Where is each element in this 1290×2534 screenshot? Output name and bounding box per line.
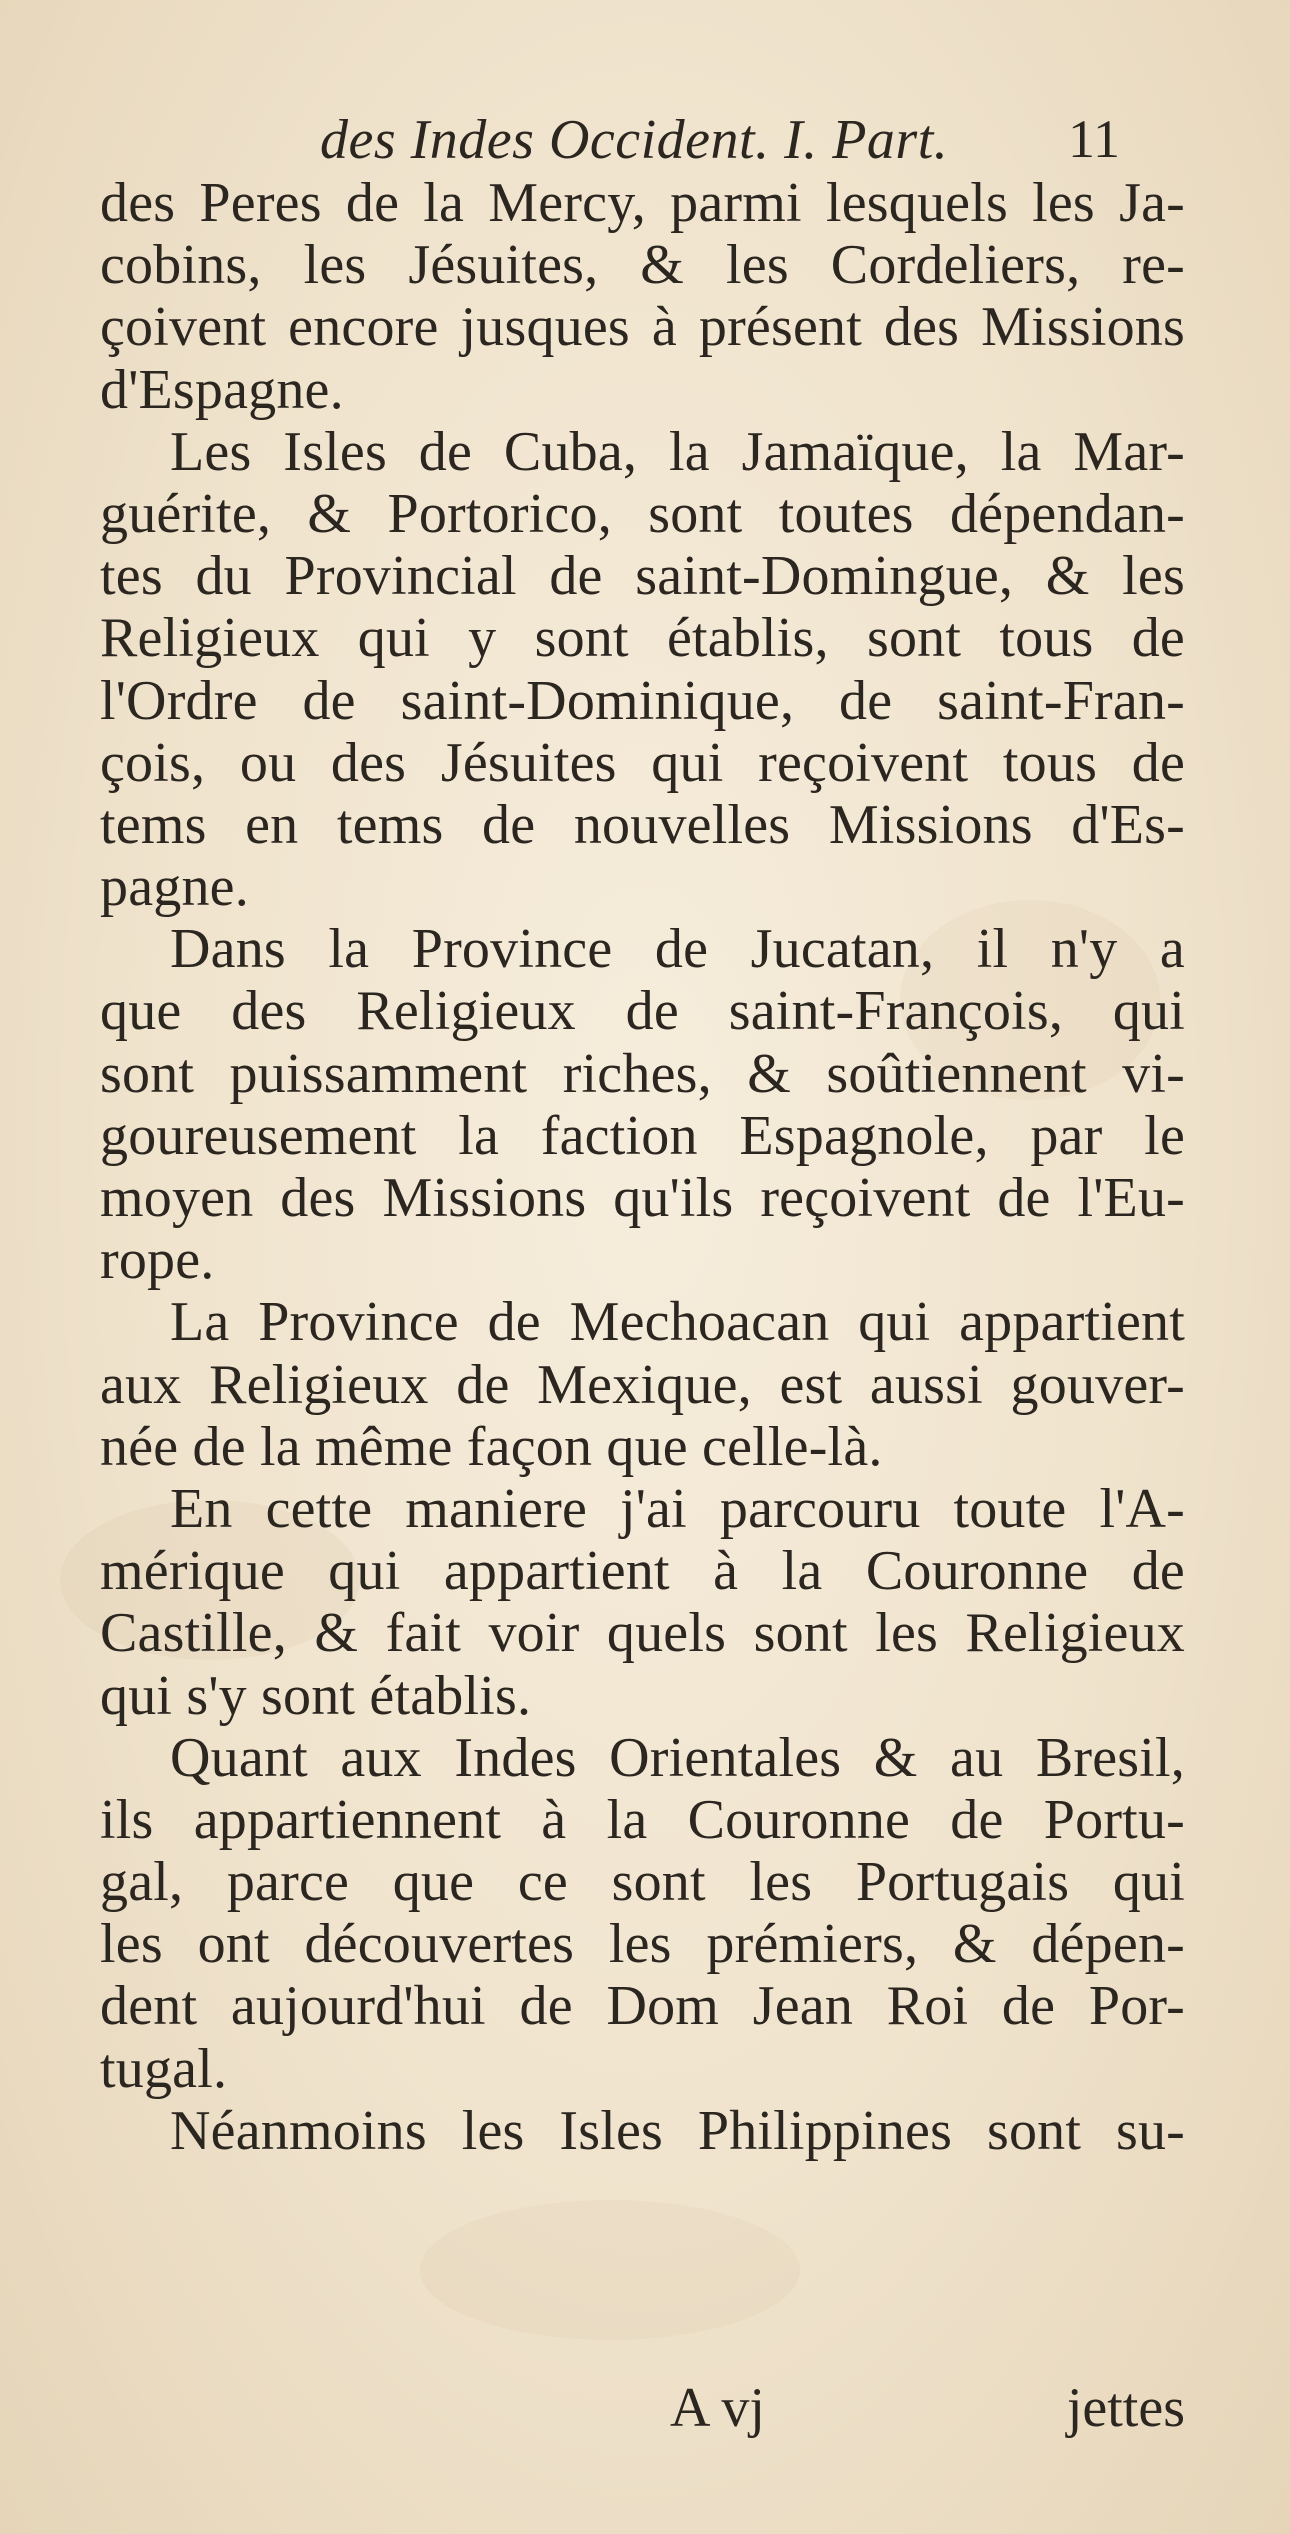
text-line: Néanmoins les Isles Philippines sont su- <box>170 2099 1185 2162</box>
text-line: Religieux qui y sont établis, sont tous de <box>100 607 1185 670</box>
signature-mark: A vj <box>670 2377 765 2439</box>
text-line: dent aujourd'hui de Dom Jean Roi de Por- <box>100 1975 1185 2038</box>
catchword: jettes <box>1066 2377 1185 2439</box>
text-line: tems en tems de nouvelles Missions d'Es- <box>100 793 1185 856</box>
text-line: tes du Provincial de saint-Domingue, & les <box>100 545 1185 608</box>
text-line: moyen des Missions qu'ils reçoivent de l'Eu- <box>100 1167 1185 1229</box>
running-head <box>180 108 1120 180</box>
text-line: d'Espagne. <box>100 358 344 421</box>
text-line: née de la même façon que celle-là. <box>100 1415 883 1478</box>
text-line: sont puissamment riches, & soûtiennent vi- <box>100 1042 1185 1105</box>
text-line: Dans la Province de Jucatan, il n'y a <box>170 918 1185 981</box>
text-line: des Peres de la Mercy, parmi lesquels les Ja- <box>100 172 1185 234</box>
text-line: En cette maniere j'ai parcouru toute l'A- <box>170 1477 1185 1540</box>
text-line: Les Isles de Cuba, la Jamaïque, la Mar- <box>170 420 1185 483</box>
text-line: que des Religieux de saint-François, qui <box>100 980 1185 1043</box>
page-number: 11 <box>1068 109 1120 169</box>
paper-stain <box>420 2200 800 2340</box>
text-line: qui s'y sont établis. <box>100 1664 532 1727</box>
text-line: guérite, & Portorico, sont toutes dépendan- <box>100 482 1185 545</box>
text-line: rope. <box>100 1229 215 1292</box>
text-line: l'Ordre de saint-Dominique, de saint-Fran- <box>100 669 1185 732</box>
text-line: les ont découvertes les prémiers, & dépen- <box>100 1913 1185 1976</box>
text-line: goureusement la faction Espagnole, par le <box>100 1104 1185 1167</box>
running-title: des Indes Occident. I. Part. <box>320 109 949 171</box>
text-line: gal, parce que ce sont les Portugais qui <box>100 1851 1185 1914</box>
text-line: Quant aux Indes Orientales & au Bresil, <box>170 1726 1185 1789</box>
text-line: Castille, & fait voir quels sont les Religieux <box>100 1602 1185 1665</box>
text-line: tugal. <box>100 2037 228 2100</box>
text-line: pagne. <box>100 856 249 919</box>
text-line: çois, ou des Jésuites qui reçoivent tous de <box>100 731 1185 794</box>
text-line: La Province de Mechoacan qui appartient <box>170 1291 1185 1354</box>
page-footer <box>100 2376 1185 2446</box>
text-line: mérique qui appartient à la Couronne de <box>100 1540 1185 1603</box>
text-block <box>100 172 1185 2162</box>
text-line: cobins, les Jésuites, & les Cordeliers, re- <box>100 234 1185 297</box>
text-line: çoivent encore jusques à présent des Missions <box>100 296 1185 359</box>
text-line: aux Religieux de Mexique, est aussi gouver- <box>100 1353 1185 1416</box>
text-line: ils appartiennent à la Couronne de Portu- <box>100 1788 1185 1851</box>
